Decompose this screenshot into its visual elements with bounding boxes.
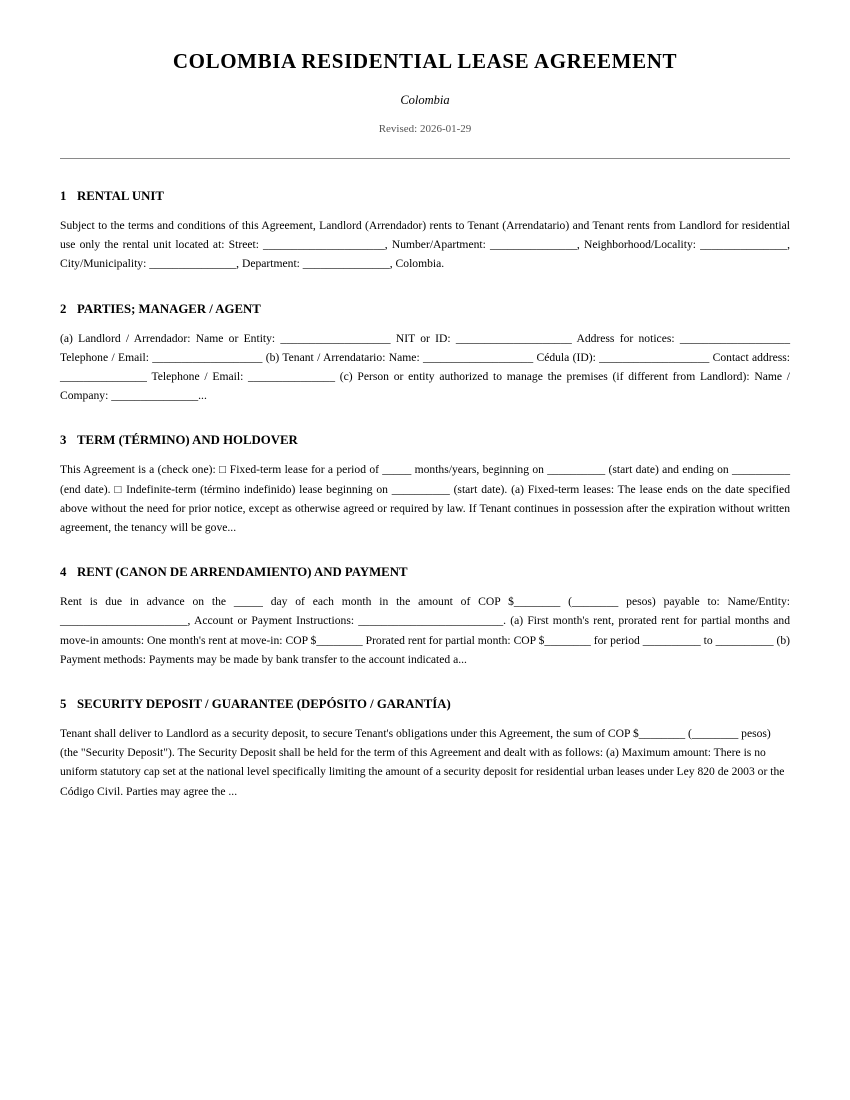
section-number: 1 xyxy=(60,189,67,203)
section-title: TERM (TÉRMINO) AND HOLDOVER xyxy=(77,433,298,448)
section-heading xyxy=(60,300,790,318)
page-title: COLOMBIA RESIDENTIAL LEASE AGREEMENT xyxy=(172,49,678,73)
header-divider xyxy=(60,158,790,159)
section-number: 2 xyxy=(60,301,67,316)
section-rent-and-payment xyxy=(60,563,790,669)
section-number: 3 xyxy=(60,433,67,448)
section-title: RENTAL UNIT xyxy=(77,189,164,203)
document-subtitle: Colombia xyxy=(400,93,450,107)
section-parties-manager-agent xyxy=(60,300,790,406)
section-title: SECURITY DEPOSIT / GUARANTEE (DEPÓSITO / GARANTÍA) xyxy=(77,697,451,712)
section-term-and-holdover xyxy=(60,431,790,537)
section-paragraph: This Agreement is a (check one): □ Fixed-term lease for a period of _____ months/years, beginning on __________ (start date) and ending on __________ (end date). □ Indefinite-term (término indefinido) lease beginning on __________ (start date). (a) Fixed-term leases: The lease ends on the date specified above without the need for prior notice, except as otherwise agreed or required by law. If Tenant continues in possession after the expiration without written agreement, the tenancy will be gove... xyxy=(60,463,790,535)
section-number: 5 xyxy=(60,697,67,712)
section-title: PARTIES; MANAGER / AGENT xyxy=(77,301,261,316)
document-revised-date: Revised: 2026-01-29 xyxy=(378,123,472,135)
section-heading xyxy=(60,187,790,205)
section-heading xyxy=(60,695,790,713)
section-heading xyxy=(60,563,790,581)
document-header xyxy=(0,0,850,159)
section-heading xyxy=(60,431,790,449)
section-security-deposit-guarantee xyxy=(60,695,790,801)
section-paragraph: Tenant shall deliver to Landlord as a security deposit, to secure Tenant's obligations under this Agreement, the sum of COP $________ (________ pesos) (the "Security Deposit"). The Security Deposit shall be held for the term of this Agreement and dealt with as follows: (a) Maximum amount: There is no uniform statutory cap set at the national level specifically limiting the amount of a security deposit for residential urban leases under Ley 820 de 2003 or the Código Civil. Parties may agree the ... xyxy=(60,727,785,798)
section-title: RENT (CANON DE ARRENDAMIENTO) AND PAYMENT xyxy=(77,565,408,580)
section-paragraph: Rent is due in advance on the _____ day of each month in the amount of COP $________ (________ pesos) payable to: Name/Entity: ______________________, Account or Payment Instructions: _________________________. (a) First month's rent, prorated rent for partial months and move-in amounts: One month's rent at move-in: COP $________ Prorated rent for partial month: COP $________ for period __________ to __________ (b) Payment methods: Payments may be made by bank transfer to the account indicated a... xyxy=(60,595,790,666)
section-number: 4 xyxy=(60,565,67,580)
section-paragraph: Subject to the terms and conditions of this Agreement, Landlord (Arrendador) rents to Tenant (Arrendatario) and Tenant rents from Landlord for residential use only the rental unit located at: Street: _____________________, Number/Apartment: _______________, Neighborhood/Locality: _______________, City/Municipality: _______________, Department: _______________, Colombia. xyxy=(60,219,790,271)
document-body xyxy=(60,187,790,801)
section-paragraph: (a) Landlord / Arrendador: Name or Entity: ___________________ NIT or ID: ____________________ Address for notices: ___________________ Telephone / Email: ___________________ (b) Tenant / Arrendatario: Name: ___________________ Cédula (ID): ___________________ Contact address: _______________ Telephone / Email: _______________ (c) Person or entity authorized to manage the premises (if different from Landlord): Name / Company: _______________... xyxy=(60,331,790,403)
section-rental-unit xyxy=(60,187,790,274)
